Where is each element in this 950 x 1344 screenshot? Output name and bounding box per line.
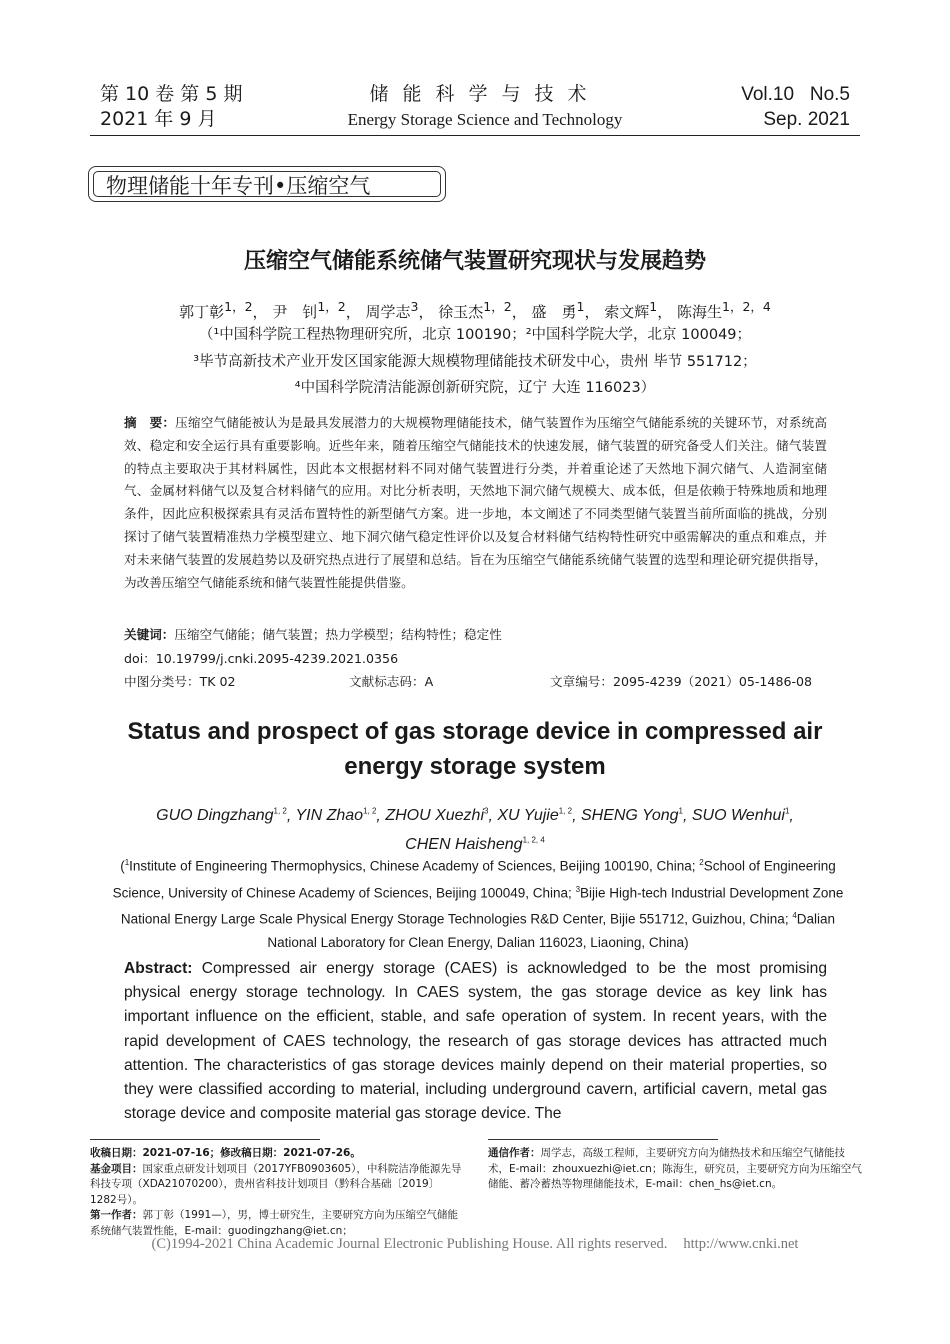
authors-en: GUO Dingzhang$^{1, 2}$, YIN Zhao$^{1, 2}$, ZHOU Xuezhi$^3$, XU Yujie$^{1, 2}$, SHENG Yong$^1$, SUO Wenhui$^1$, CHEN Haisheng$^{1, 2, 4}$ — [156, 807, 794, 853]
abstract-cn-text: 压缩空气储能被认为是最具发展潜力的大规模物理储能技术，储气装置作为压缩空气储能系统的关键环节，对系统高效、稳定和安全运行具有重要影响。近些年来，随着压缩空气储能技术的快速发展，储气装置的研究备受人们关注。储气装置的特点主要取决于其材料属性，因此本文根据材料不同对储气装置进行分类，并着重论述了天然地下洞穴储气、人造洞室储气、金属材料储气以及复合材料储气的应用。对比分析表明，天然地下洞穴储气规模大、成本低，但是依赖于特殊地质和地理条件，因此应积极探索具有灵活布置特性的新型储气方案。进一步地，本文阐述了不同类型储气装置当前所面临的挑战，分别探讨了储气装置精准热力学模型建立、地下洞穴储气稳定性评价以及复合材料储气结构特性研究中亟需解决的重点和难点，并对未来储气装置的发展趋势以及研究热点进行了展望和总结。旨在为压缩空气储能系统储气装置的选型和理论研究提供指导，为改善压缩空气储能系统和储气装置性能提供借鉴。 — [124, 415, 828, 590]
author-cn: 索文辉$^1$ — [604, 299, 658, 321]
author-cn: 陈海生$^{1,2,4}$ — [676, 299, 771, 321]
copyright-text: (C)1994-2021 China Academic Journal Electronic Publishing House. All rights reserved. — [151, 1236, 668, 1252]
article-number: 文章编号：2095-4239（2021）05-1486-08 — [550, 674, 813, 689]
title-en-line: Status and prospect of gas storage device in compressed air — [127, 718, 823, 745]
author-en: CHEN Haisheng$^{1, 2, 4}$ — [405, 835, 545, 853]
footnotes-right — [488, 1146, 862, 1193]
affiliation-en: Dalian National Laboratory for Clean Energy, Dalian 116023, Liaoning, China) — [267, 911, 836, 951]
footnote-rule-right — [488, 1139, 718, 1140]
author-en: YIN Zhao$^{1, 2}$ — [295, 807, 377, 825]
abstract-en-label: Abstract: — [124, 960, 193, 977]
keywords-cn-label: 关键词： — [124, 627, 175, 642]
affiliations-en: ($^1$Institute of Engineering Thermophysics, Chinese Academy of Sciences, Beijing 100190, China; $^2$School of Engineering Science, University of Chinese Academy of Sciences, Beijing 100049, China; $^3$Bijie High-tech Industrial Development Zone National Energy Large Scale Physical Energy Storage Technologies R&D Center, Bijie 551712, Guizhou, China; $^4$Dalian National Laboratory for Clean Energy, Dalian 116023, Liaoning, China) — [112, 858, 844, 951]
footnotes-left — [90, 1146, 465, 1239]
keywords-cn-text: 压缩空气储能；储气装置；热力学模型；结构特性；稳定性 — [174, 627, 502, 642]
affiliation-cn-line: ³毕节高新技术产业开发区国家能源大规模物理储能技术研发中心，贵州 毕节 551712； — [193, 354, 757, 370]
affiliation-en: Bijie High-tech Industrial Development Zone National Energy Large Scale Physical Energy Storage Technologies R&D Center, Bijie 551712, Guizhou, China; — [120, 885, 844, 927]
first-author-text: 郭丁彰（1991—），男，博士研究生，主要研究方向为压缩空气储能系统储气装置性能，E-mail：guodingzhang@iet.cn； — [90, 1209, 458, 1237]
author-en: ZHOU Xuezhi$^3$ — [385, 807, 489, 825]
affiliation-en: School of Engineering Science, University of Chinese Academy of Sciences, Beijing 100049, China; — [112, 858, 836, 901]
received-date: 收稿日期：2021-07-16；修改稿日期：2021-07-26。 — [90, 1147, 361, 1159]
journal-name-cn: 储能科学与技术 — [369, 83, 601, 105]
cnki-url[interactable]: http://www.cnki.net — [683, 1236, 799, 1252]
affiliation-en: Institute of Engineering Thermophysics, Chinese Academy of Sciences, Beijing 100190, China; — [129, 858, 696, 874]
affiliation-cn-line: （¹中国科学院工程热物理研究所，北京 100190；²中国科学院大学，北京 100049； — [198, 327, 752, 343]
journal-name-en: Energy Storage Science and Technology — [347, 110, 623, 129]
author-en: GUO Dingzhang$^{1, 2}$ — [156, 807, 287, 825]
author-cn: 尹 钊$^{1,2}$ — [272, 299, 346, 321]
authors-cn: 郭丁彰$^{1,2}$， 尹 钊$^{1,2}$， 周学志$^3$， 徐玉杰$^{1,2}$， 盛 勇$^1$， 索文辉$^1$， 陈海生$^{1,2,4}$ — [179, 299, 771, 321]
author-cn: 盛 勇$^1$ — [531, 299, 585, 321]
date-cn: 2021 年 9 月 — [100, 108, 217, 130]
keywords-cn — [124, 624, 502, 643]
author-cn: 周学志$^3$ — [365, 299, 419, 321]
volume-issue-en: Vol.10 No.5 — [741, 84, 850, 105]
fund-text: 国家重点研发计划项目（2017YFB0903605），中科院洁净能源先导科技专项（XDA21070200），贵州省科技计划项目（黔科合基础〔2019〕1282号）。 — [90, 1162, 462, 1206]
footnote-rule-left — [90, 1139, 320, 1140]
fund-label: 基金项目： — [90, 1162, 143, 1175]
header-rule — [90, 135, 860, 136]
abstract-en — [124, 957, 827, 1126]
doi: doi：10.19799/j.cnki.2095-4239.2021.0356 — [124, 651, 399, 666]
header-journal — [300, 82, 670, 132]
affiliation-cn-line: ⁴中国科学院清洁能源创新研究院，辽宁 大连 116023） — [294, 380, 656, 396]
author-en: SUO Wenhui$^1$ — [691, 807, 790, 825]
abstract-en-text: Compressed air energy storage (CAES) is acknowledged to be the most promising physical energy storage technology. In CAES system, the gas storage device as key link has important influence on the efficient, stable, and safe operation of system. In recent years, with the rapid development of CAES technology, the research of gas storage devices has attracted much attention. The characteristics of gas storage devices mainly depend on their material properties, so they were classified according to material, including underground cavern, artificial cavern, metal gas storage device and composite material gas storage device. The — [124, 960, 827, 1123]
author-en: XU Yujie$^{1, 2}$ — [497, 807, 573, 825]
title-en-line: energy storage system — [344, 753, 606, 780]
title-en — [0, 714, 950, 784]
copyright-line — [0, 1236, 950, 1253]
document-code: 文献标志码：A — [349, 674, 434, 689]
header-volume-issue-en — [741, 82, 850, 132]
author-en: SHENG Yong$^1$ — [580, 807, 683, 825]
abstract-cn — [124, 412, 827, 594]
title-cn: 压缩空气储能系统储气装置研究现状与发展趋势 — [243, 249, 706, 274]
corresponding-label: 通信作者： — [488, 1147, 541, 1159]
corresponding-text: 周学志，高级工程师，主要研究方向为储热技术和压缩空气储能技术，E-mail：zhouxuezhi@iet.cn；陈海生，研究员，主要研究方向为压缩空气储能、蓄冷蓄热等物理储能技术，E-mail：chen_hs@iet.cn。 — [488, 1147, 862, 1190]
abstract-cn-label: 摘 要： — [124, 415, 176, 430]
date-en: Sep. 2021 — [763, 109, 850, 130]
author-cn: 徐玉杰$^{1,2}$ — [438, 299, 512, 321]
column-label: 物理储能十年专刊•压缩空气 — [106, 174, 371, 198]
author-cn: 郭丁彰$^{1,2}$ — [179, 299, 253, 321]
clc-number: 中图分类号：TK 02 — [124, 674, 236, 689]
header-volume-issue-cn — [100, 82, 242, 132]
first-author-label: 第一作者： — [90, 1209, 143, 1221]
volume-issue-cn: 第 10 卷 第 5 期 — [100, 83, 243, 105]
column-label-box — [88, 166, 446, 202]
